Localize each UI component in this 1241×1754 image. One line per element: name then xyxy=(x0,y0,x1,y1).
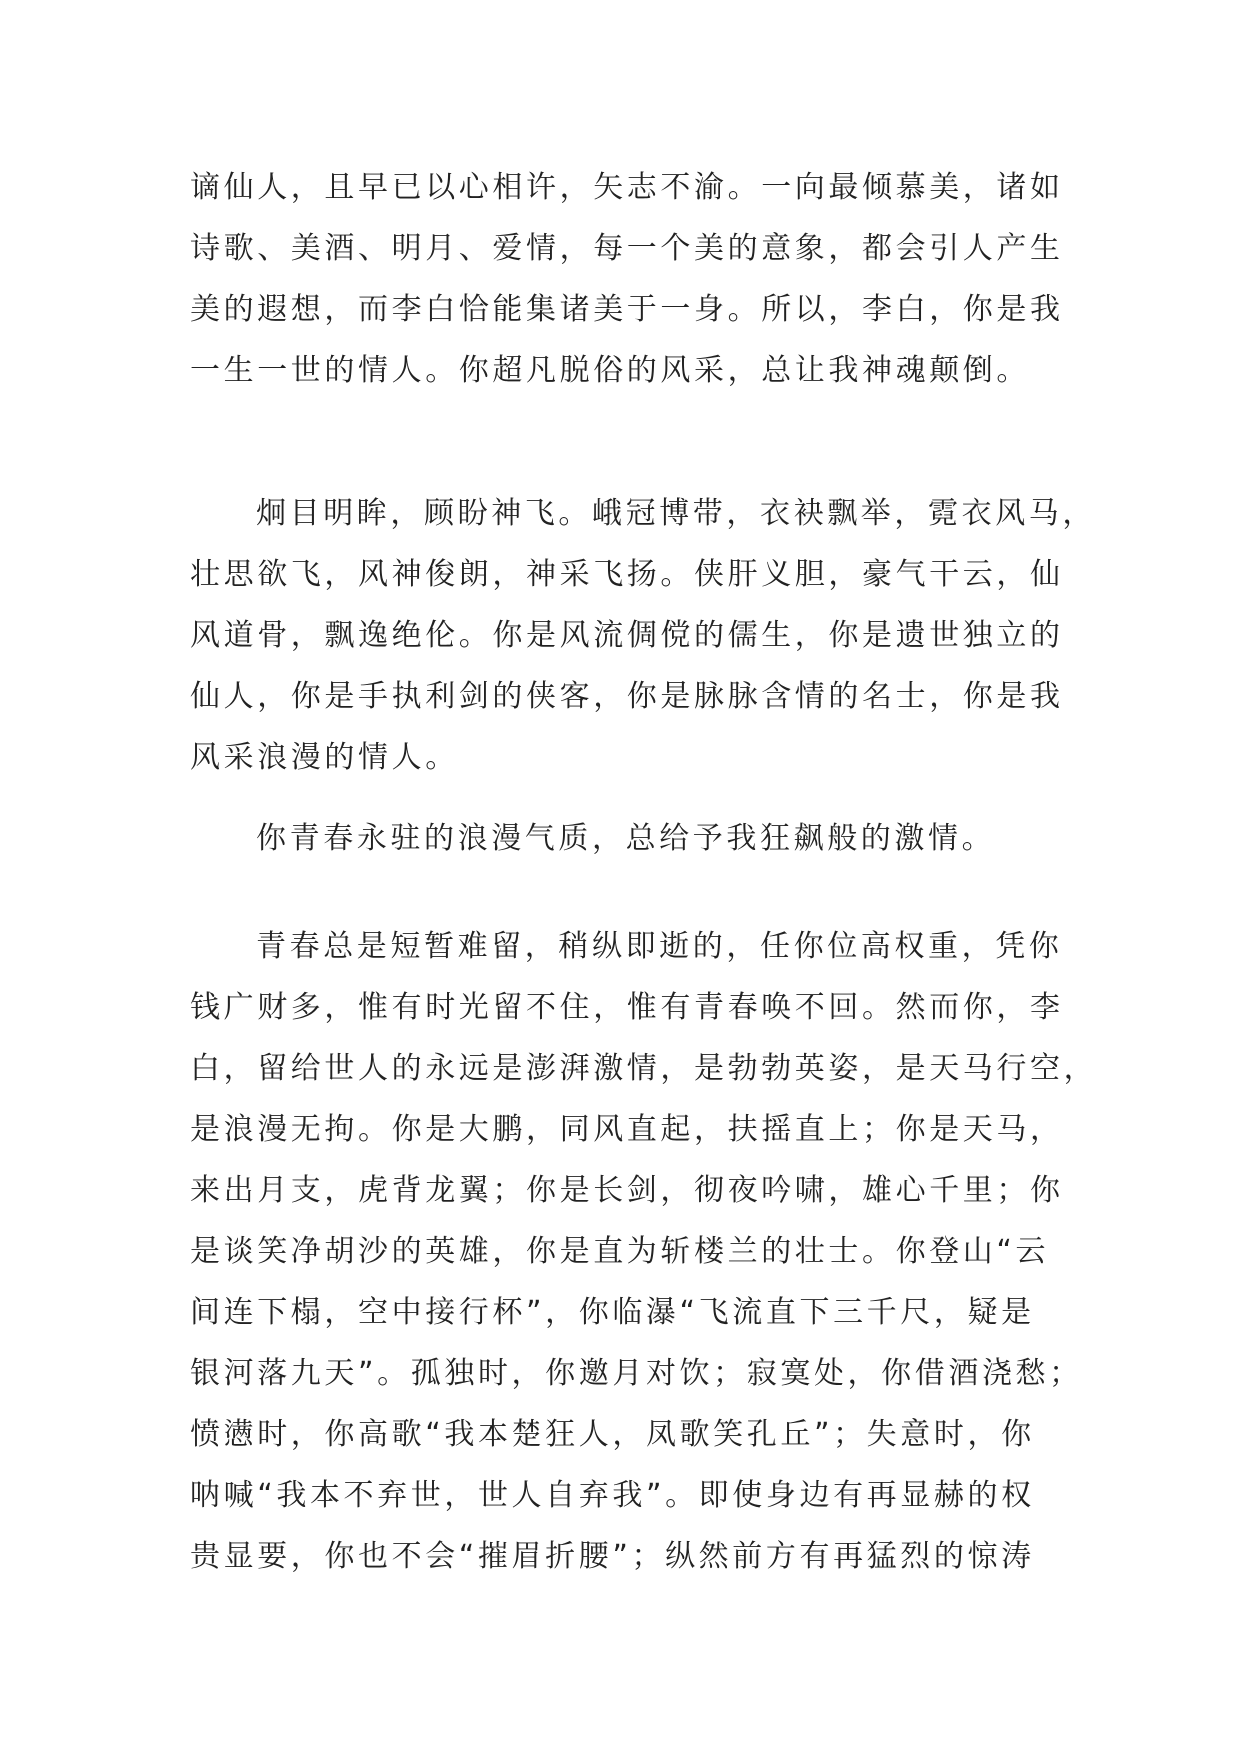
paragraph-2 xyxy=(190,483,1096,788)
text-line: 青春总是短暂难留，稍纵即逝的，任你位高权重，凭你 xyxy=(256,929,1063,964)
paragraph-1 xyxy=(190,157,1064,401)
text-line: 一生一世的情人。你超凡脱俗的风采，总让我神魂颠倒。 xyxy=(190,353,1030,388)
text-line: 呐喊“我本不弃世，世人自弃我”。即使身边有再显赫的权 xyxy=(190,1478,1035,1513)
text-line: 风道骨，飘逸绝伦。你是风流倜傥的儒生，你是遗世独立的 xyxy=(190,618,1064,653)
text-line: 风采浪漫的情人。 xyxy=(190,740,459,775)
text-line: 是浪漫无拘。你是大鹏，同风直起，扶摇直上；你是天马， xyxy=(190,1112,1064,1147)
text-line: 仙人，你是手执利剑的侠客，你是脉脉含情的名士，你是我 xyxy=(190,679,1064,714)
text-line: 谪仙人，且早已以心相许，矢志不渝。一向最倾慕美，诸如 xyxy=(190,170,1064,205)
text-line: 间连下榻，空中接行杯”，你临瀑“飞流直下三千尺，疑是 xyxy=(190,1295,1035,1330)
text-line: 银河落九天”。孤独时，你邀月对饮；寂寞处，你借酒浇愁； xyxy=(190,1356,1083,1391)
paragraph-4 xyxy=(190,916,1098,1587)
text-line: 炯目明眸，顾盼神飞。峨冠博带，衣袂飘举，霓衣风马， xyxy=(256,496,1096,531)
text-line: 诗歌、美酒、明月、爱情，每一个美的意象，都会引人产生 xyxy=(190,231,1064,266)
text-line: 你青春永驻的浪漫气质，总给予我狂飙般的激情。 xyxy=(256,821,996,856)
text-line: 钱广财多，惟有时光留不住，惟有青春唤不回。然而你，李 xyxy=(190,990,1064,1025)
text-line: 是谈笑净胡沙的英雄，你是直为斩楼兰的壮士。你登山“云 xyxy=(190,1234,1050,1269)
text-line: 白，留给世人的永远是澎湃激情，是勃勃英姿，是天马行空， xyxy=(190,1051,1098,1086)
text-line: 来出月支，虎背龙翼；你是长剑，彻夜吟啸，雄心千里；你 xyxy=(190,1173,1064,1208)
text-line: 美的遐想，而李白恰能集诸美于一身。所以，李白，你是我 xyxy=(190,292,1064,327)
paragraph-3 xyxy=(190,808,1060,869)
text-line: 贵显要，你也不会“摧眉折腰”；纵然前方有再猛烈的惊涛 xyxy=(190,1539,1035,1574)
text-line: 愤懑时，你高歌“我本楚狂人，凤歌笑孔丘”；失意时，你 xyxy=(190,1417,1035,1452)
text-line: 壮思欲飞，风神俊朗，神采飞扬。侠肝义胆，豪气干云，仙 xyxy=(190,557,1064,592)
